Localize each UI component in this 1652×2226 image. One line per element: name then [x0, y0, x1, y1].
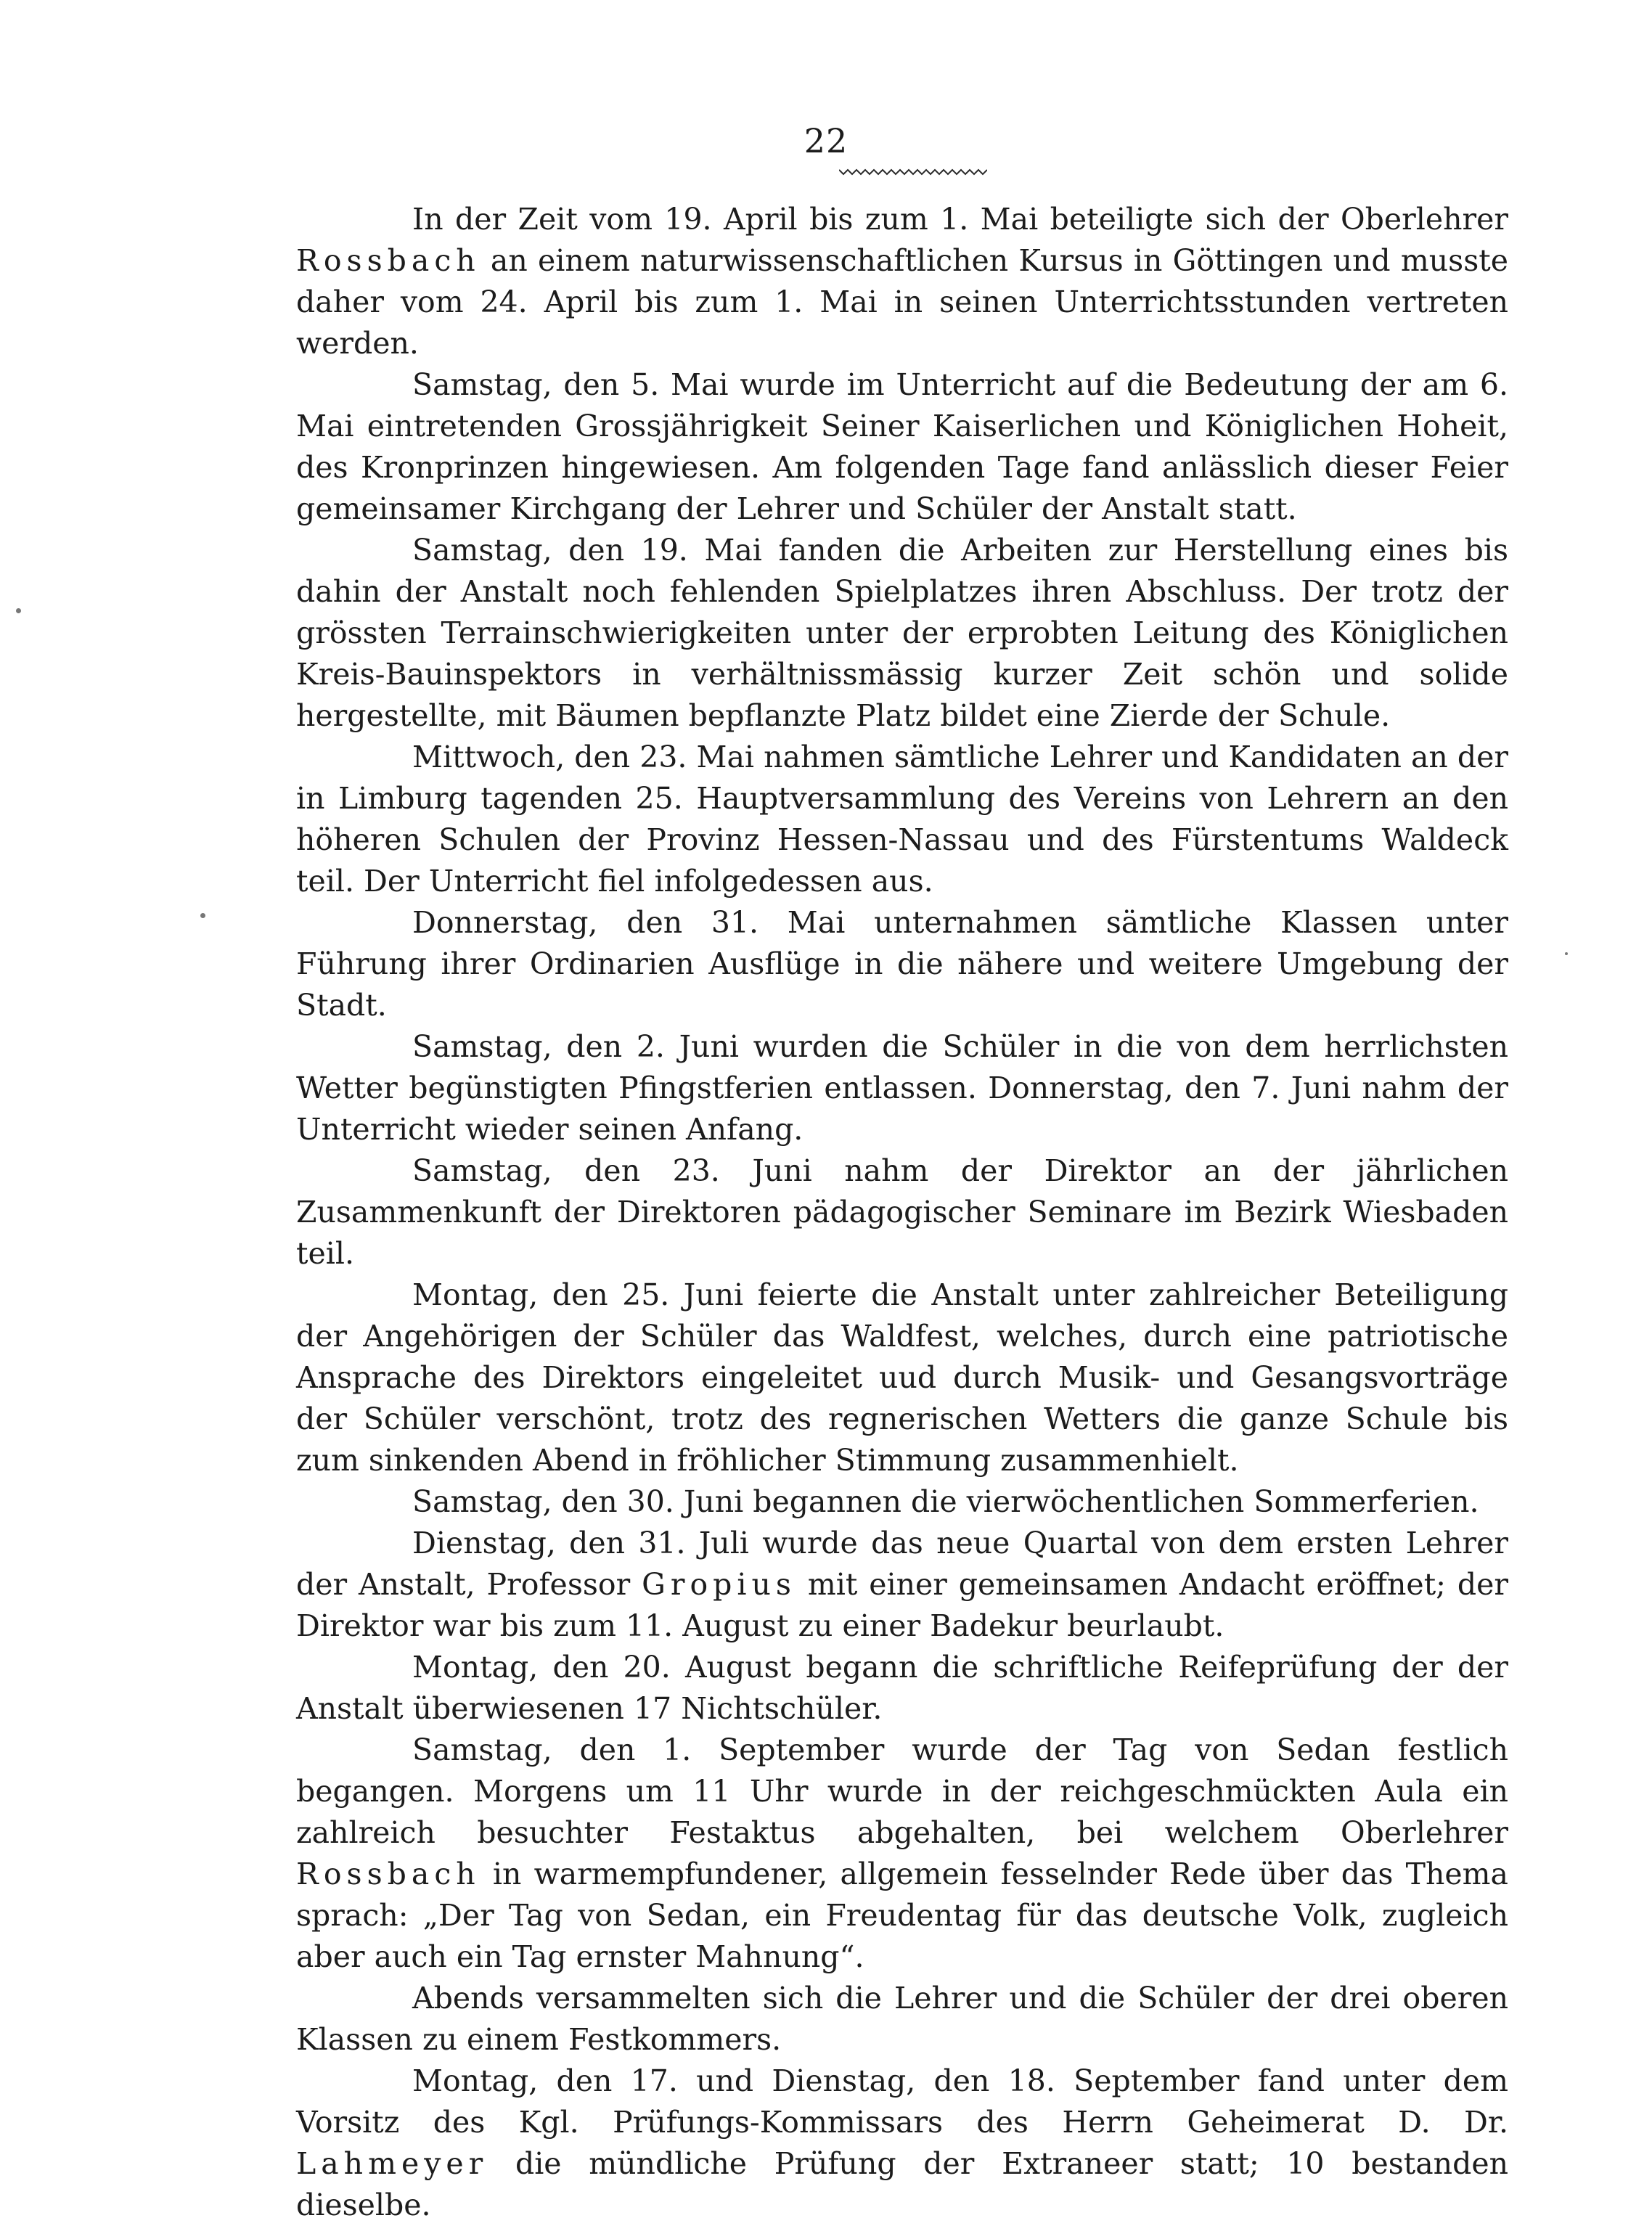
- scan-speck: [1565, 952, 1568, 955]
- paragraph-quartal-gropius: [296, 1523, 1508, 1647]
- paragraph-text: Montag, den 17. und Dienstag, den 18. September fand unter dem Vorsitz des Kgl. Prüfungs-Kommissars des Herrn Geheimerat D. Dr.: [296, 2063, 1508, 2140]
- paragraph-hauptversammlung: Mittwoch, den 23. Mai nahmen sämtliche Lehrer und Kandidaten an der in Limburg tagenden 25. Hauptversammlung des Vereins von Lehrern an den höheren Schulen der Provinz Hessen-Nassau und des Fürstentums Waldeck teil. Der Unterricht fiel infolgedessen aus.: [296, 740, 1508, 899]
- page-number: 22: [803, 121, 849, 160]
- paragraph-festkommers: Abends versammelten sich die Lehrer und die Schüler der drei oberen Klassen zu einem Festkommers.: [296, 1981, 1508, 2057]
- paragraph-text: die mündliche Prüfung der Extraneer statt; 10 bestanden dieselbe.: [296, 2146, 1508, 2222]
- paragraph-text: in warmempfundener, allgemein fesselnder Rede über das Thema sprach: „Der Tag von Sedan, ein Freudentag für das deutsche Volk, zugleich aber auch ein Tag ernster Mahnung“.: [296, 1857, 1508, 1974]
- paragraph-text: In der Zeit vom 19. April bis zum 1. Mai beteiligte sich der Oberlehrer: [412, 202, 1508, 237]
- name-rossbach: Rossbach: [296, 1857, 481, 1891]
- paragraph-reifepruefung: Montag, den 20. August begann die schriftliche Reifeprüfung der der Anstalt überwiesenen 17 Nichtschüler.: [296, 1650, 1508, 1726]
- scan-speck: [16, 608, 21, 613]
- paragraph-muendliche-pruefung: [296, 2061, 1508, 2226]
- paragraph-rossbach-kursus: [296, 199, 1508, 364]
- paragraph-waldfest: Montag, den 25. Juni feierte die Anstalt unter zahlreicher Beteiligung der Angehörigen der Schüler das Waldfest, welches, durch eine patriotische Ansprache des Direktors eingeleitet uud durch Musik- und Gesangsvorträge der Schüler verschönt, trotz des regnerischen Wetters die ganze Schule bis zum sinkenden Abend in fröhlicher Stimmung zusammenhielt.: [296, 1277, 1508, 1478]
- paragraph-sommerferien: Samstag, den 30. Juni begannen die vierwöchentlichen Sommerferien.: [412, 1484, 1479, 1519]
- name-gropius: Gropius: [642, 1567, 796, 1602]
- paragraph-grossjaehrigkeit: Samstag, den 5. Mai wurde im Unterricht auf die Bedeutung der am 6. Mai eintretenden Grossjährigkeit Seiner Kaiserlichen und Königlichen Hoheit, des Kronprinzen hingewiesen. Am folgenden Tage fand anlässlich dieser Feier gemeinsamer Kirchgang der Lehrer und Schüler der Anstalt statt.: [296, 367, 1508, 526]
- paragraph-spielplatz: Samstag, den 19. Mai fanden die Arbeiten zur Herstellung eines bis dahin der Anstalt noch fehlenden Spielplatzes ihren Abschluss. Der trotz der grössten Terrainschwierigkeiten unter der erprobten Leitung des Königlichen Kreis-Bauinspektors in verhältnissmässig kurzer Zeit schön und solide hergestellte, mit Bäumen bepflanzte Platz bildet eine Zierde der Schule.: [296, 533, 1508, 733]
- paragraph-ausfluege: Donnerstag, den 31. Mai unternahmen sämtliche Klassen unter Führung ihrer Ordinarien Ausflüge in die nähere und weitere Umgebung der Stadt.: [296, 905, 1508, 1023]
- scan-speck: [200, 913, 205, 918]
- page-number-ornament-rule: [839, 168, 987, 176]
- body-text: [296, 199, 1508, 2226]
- name-rossbach: Rossbach: [296, 243, 481, 278]
- paragraph-text: an einem naturwissenschaftlichen Kursus in Göttingen und musste daher vom 24. April bis zum 1. Mai in seinen Unterrichtsstunden vertreten werden.: [296, 243, 1508, 361]
- name-lahmeyer: Lahmeyer: [296, 2146, 488, 2181]
- paragraph-text: Samstag, den 1. September wurde der Tag von Sedan festlich begangen. Morgens um 11 Uhr wurde in der reichgeschmückten Aula ein zahlreich besuchter Festaktus abgehalten, bei welchem Oberlehrer: [296, 1732, 1508, 1850]
- paragraph-text: mit einer gemeinsamen Andacht eröffnet; der Direktor war bis zum 11. August zu einer Badekur beurlaubt.: [296, 1567, 1508, 1643]
- paragraph-sedan: [296, 1730, 1508, 1978]
- paragraph-pfingstferien: Samstag, den 2. Juni wurden die Schüler in die von dem herrlichsten Wetter begünstigten Pfingstferien entlassen. Donnerstag, den 7. Juni nahm der Unterricht wieder seinen Anfang.: [296, 1029, 1508, 1147]
- paragraph-direktoren-zusammenkunft: Samstag, den 23. Juni nahm der Direktor an der jährlichen Zusammenkunft der Direktoren pädagogischer Seminare im Bezirk Wiesbaden teil.: [296, 1153, 1508, 1271]
- paragraph-text: Dienstag, den 31. Juli wurde das neue Quartal von dem ersten Lehrer der Anstalt, Professor: [296, 1526, 1508, 1602]
